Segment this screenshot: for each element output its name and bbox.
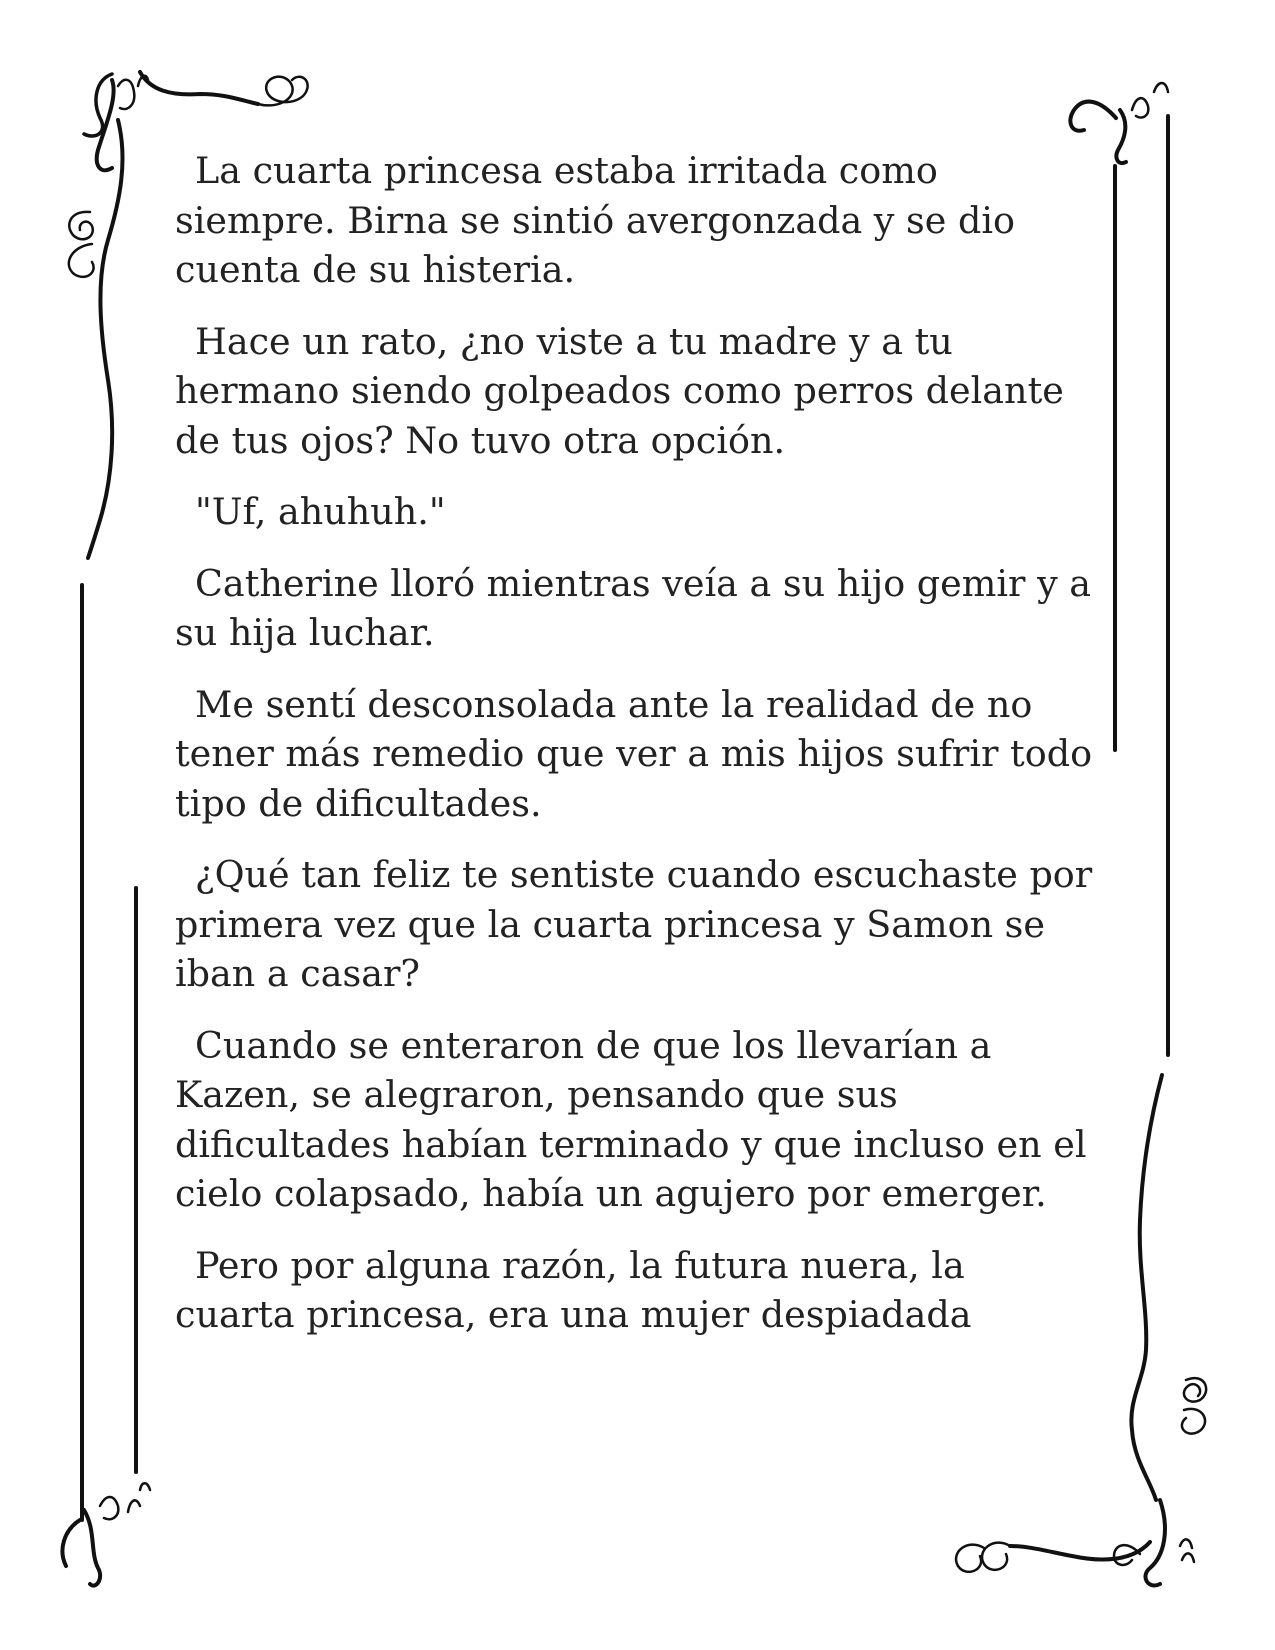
paragraph: Catherine lloró mientras veía a su hijo gemir y a su hija luchar. — [175, 561, 1092, 654]
paragraph: "Uf, ahuhuh." — [195, 490, 446, 533]
paragraph: ¿Qué tan feliz te sentiste cuando escuchaste por primera vez que la cuarta princesa y Samon se iban a casar? — [175, 853, 1093, 995]
paragraph: Cuando se enteraron de que los llevarían a Kazen, se alegraron, pensando que sus dificultades habían terminado y que incluso en el cielo colapsado, había un agujero por emerger. — [175, 1023, 1087, 1215]
bottom-left-flourish-icon — [62, 1483, 150, 1585]
paragraph: Me sentí desconsolada ante la realidad de no tener más remedio que ver a mis hijos sufrir todo tipo de dificultades. — [175, 682, 1093, 825]
paragraph: La cuarta princesa estaba irritada como siempre. Birna se sintió avergonzada y se dio cuenta de su histeria. — [175, 149, 1015, 291]
story-text — [175, 146, 1095, 1340]
paragraph: Hace un rato, ¿no viste a tu madre y a tu hermano siendo golpeados como perros delante de tus ojos? No tuvo otra opción. — [175, 319, 1064, 462]
paragraph: Pero por alguna razón, la futura nuera, la cuarta princesa, era una mujer despiadada — [175, 1243, 972, 1336]
